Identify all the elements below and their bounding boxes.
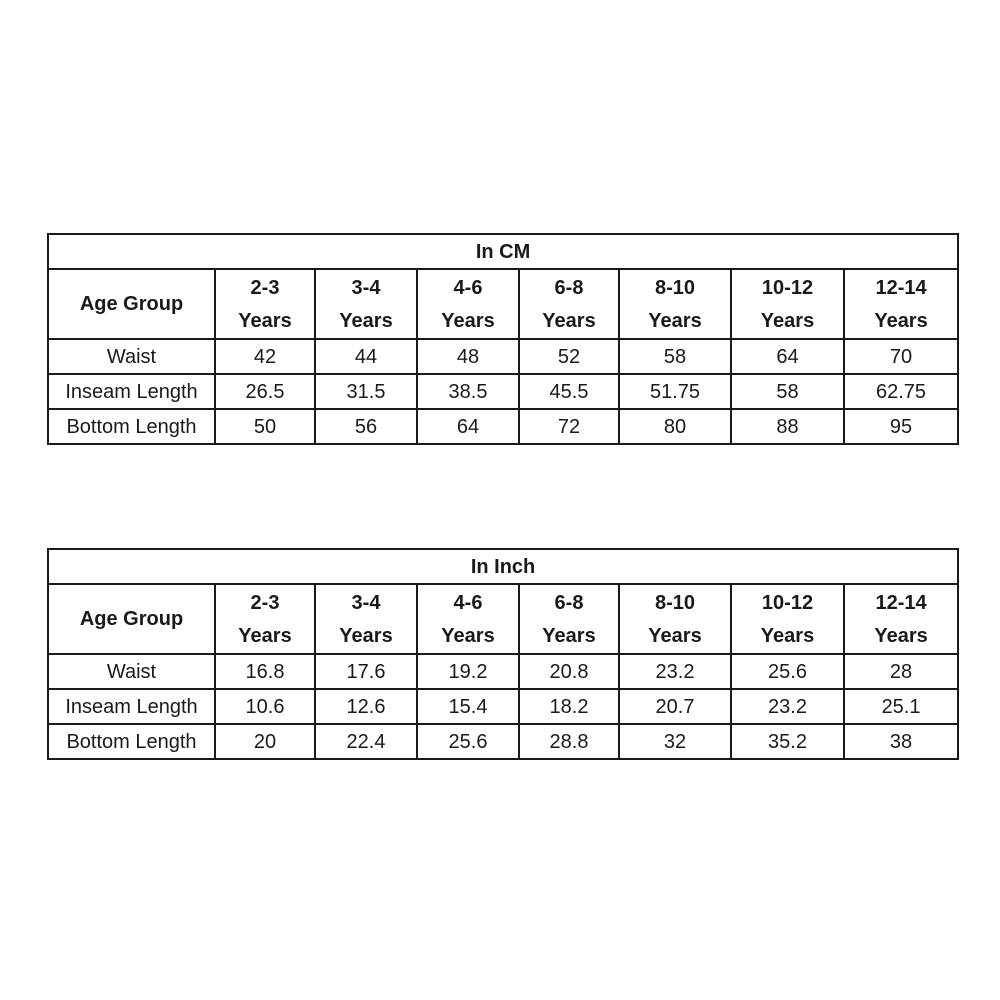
age-range: 6-8 [554, 276, 584, 299]
age-unit: Years [760, 309, 815, 332]
table-cell: 16.8 [215, 654, 315, 689]
table-cell: 28 [844, 654, 958, 689]
table-cell: 20.7 [619, 689, 731, 724]
table-cell: 45.5 [519, 374, 619, 409]
age-range: 12-14 [875, 276, 927, 299]
table-caption: In CM [48, 234, 958, 269]
row-label: Waist [48, 339, 215, 374]
age-group-header: Age Group [48, 269, 215, 339]
table-cell: 80 [619, 409, 731, 444]
table-cell: 51.75 [619, 374, 731, 409]
table-cell: 17.6 [315, 654, 417, 689]
age-range: 2-3 [250, 276, 280, 299]
column-header [315, 584, 417, 654]
age-unit: Years [339, 309, 393, 332]
row-label: Inseam Length [48, 689, 215, 724]
size-chart-cm-table [47, 233, 959, 445]
table-row [48, 689, 958, 724]
table-cell: 44 [315, 339, 417, 374]
column-header [417, 269, 519, 339]
table-row [48, 724, 958, 759]
table-cell: 64 [731, 339, 844, 374]
table-cell: 38 [844, 724, 958, 759]
age-unit: Years [441, 309, 495, 332]
table-cell: 38.5 [417, 374, 519, 409]
age-unit: Years [648, 309, 702, 332]
column-header [731, 269, 844, 339]
age-unit: Years [238, 624, 292, 647]
table-cell: 22.4 [315, 724, 417, 759]
table-cell: 31.5 [315, 374, 417, 409]
row-label: Bottom Length [48, 409, 215, 444]
age-group-header: Age Group [48, 584, 215, 654]
table-row [48, 339, 958, 374]
table-cell: 48 [417, 339, 519, 374]
column-header [844, 269, 958, 339]
age-range: 6-8 [554, 591, 584, 614]
age-unit: Years [542, 624, 596, 647]
table-cell: 35.2 [731, 724, 844, 759]
age-range: 10-12 [761, 276, 814, 299]
column-header [619, 269, 731, 339]
table-cell: 50 [215, 409, 315, 444]
table-cell: 19.2 [417, 654, 519, 689]
table-cell: 23.2 [619, 654, 731, 689]
table-cell: 25.1 [844, 689, 958, 724]
table-row [48, 409, 958, 444]
size-chart-inch-table [47, 548, 959, 760]
column-header [619, 584, 731, 654]
age-range: 3-4 [351, 276, 381, 299]
header-row [48, 269, 958, 339]
age-range: 8-10 [654, 276, 696, 299]
table-cell: 20 [215, 724, 315, 759]
table-cell: 58 [731, 374, 844, 409]
table-cell: 25.6 [417, 724, 519, 759]
table-cell: 56 [315, 409, 417, 444]
age-range: 4-6 [453, 591, 483, 614]
column-header [844, 584, 958, 654]
table-cell: 70 [844, 339, 958, 374]
table-cell: 20.8 [519, 654, 619, 689]
table-cell: 18.2 [519, 689, 619, 724]
table-cell: 32 [619, 724, 731, 759]
age-unit: Years [238, 309, 292, 332]
table-cell: 23.2 [731, 689, 844, 724]
age-range: 3-4 [351, 591, 381, 614]
age-range: 4-6 [453, 276, 483, 299]
header-row [48, 584, 958, 654]
table-cell: 62.75 [844, 374, 958, 409]
table-cell: 26.5 [215, 374, 315, 409]
column-header [519, 584, 619, 654]
table-row [48, 374, 958, 409]
table-row [48, 654, 958, 689]
column-header [215, 584, 315, 654]
table-cell: 15.4 [417, 689, 519, 724]
table-cell: 58 [619, 339, 731, 374]
row-label: Waist [48, 654, 215, 689]
table-cell: 10.6 [215, 689, 315, 724]
table-caption: In Inch [48, 549, 958, 584]
age-range: 8-10 [654, 591, 696, 614]
table-cell: 64 [417, 409, 519, 444]
age-unit: Years [648, 624, 702, 647]
table-cell: 42 [215, 339, 315, 374]
age-range: 10-12 [761, 591, 814, 614]
age-range: 12-14 [875, 591, 927, 614]
column-header [215, 269, 315, 339]
table-cell: 25.6 [731, 654, 844, 689]
age-unit: Years [760, 624, 815, 647]
table-cell: 88 [731, 409, 844, 444]
age-unit: Years [542, 309, 596, 332]
table-cell: 95 [844, 409, 958, 444]
age-unit: Years [874, 309, 928, 332]
row-label: Inseam Length [48, 374, 215, 409]
row-label: Bottom Length [48, 724, 215, 759]
column-header [315, 269, 417, 339]
table-cell: 52 [519, 339, 619, 374]
age-unit: Years [874, 624, 928, 647]
age-unit: Years [339, 624, 393, 647]
table-cell: 12.6 [315, 689, 417, 724]
age-range: 2-3 [250, 591, 280, 614]
column-header [417, 584, 519, 654]
age-unit: Years [441, 624, 495, 647]
table-cell: 72 [519, 409, 619, 444]
table-cell: 28.8 [519, 724, 619, 759]
column-header [731, 584, 844, 654]
column-header [519, 269, 619, 339]
